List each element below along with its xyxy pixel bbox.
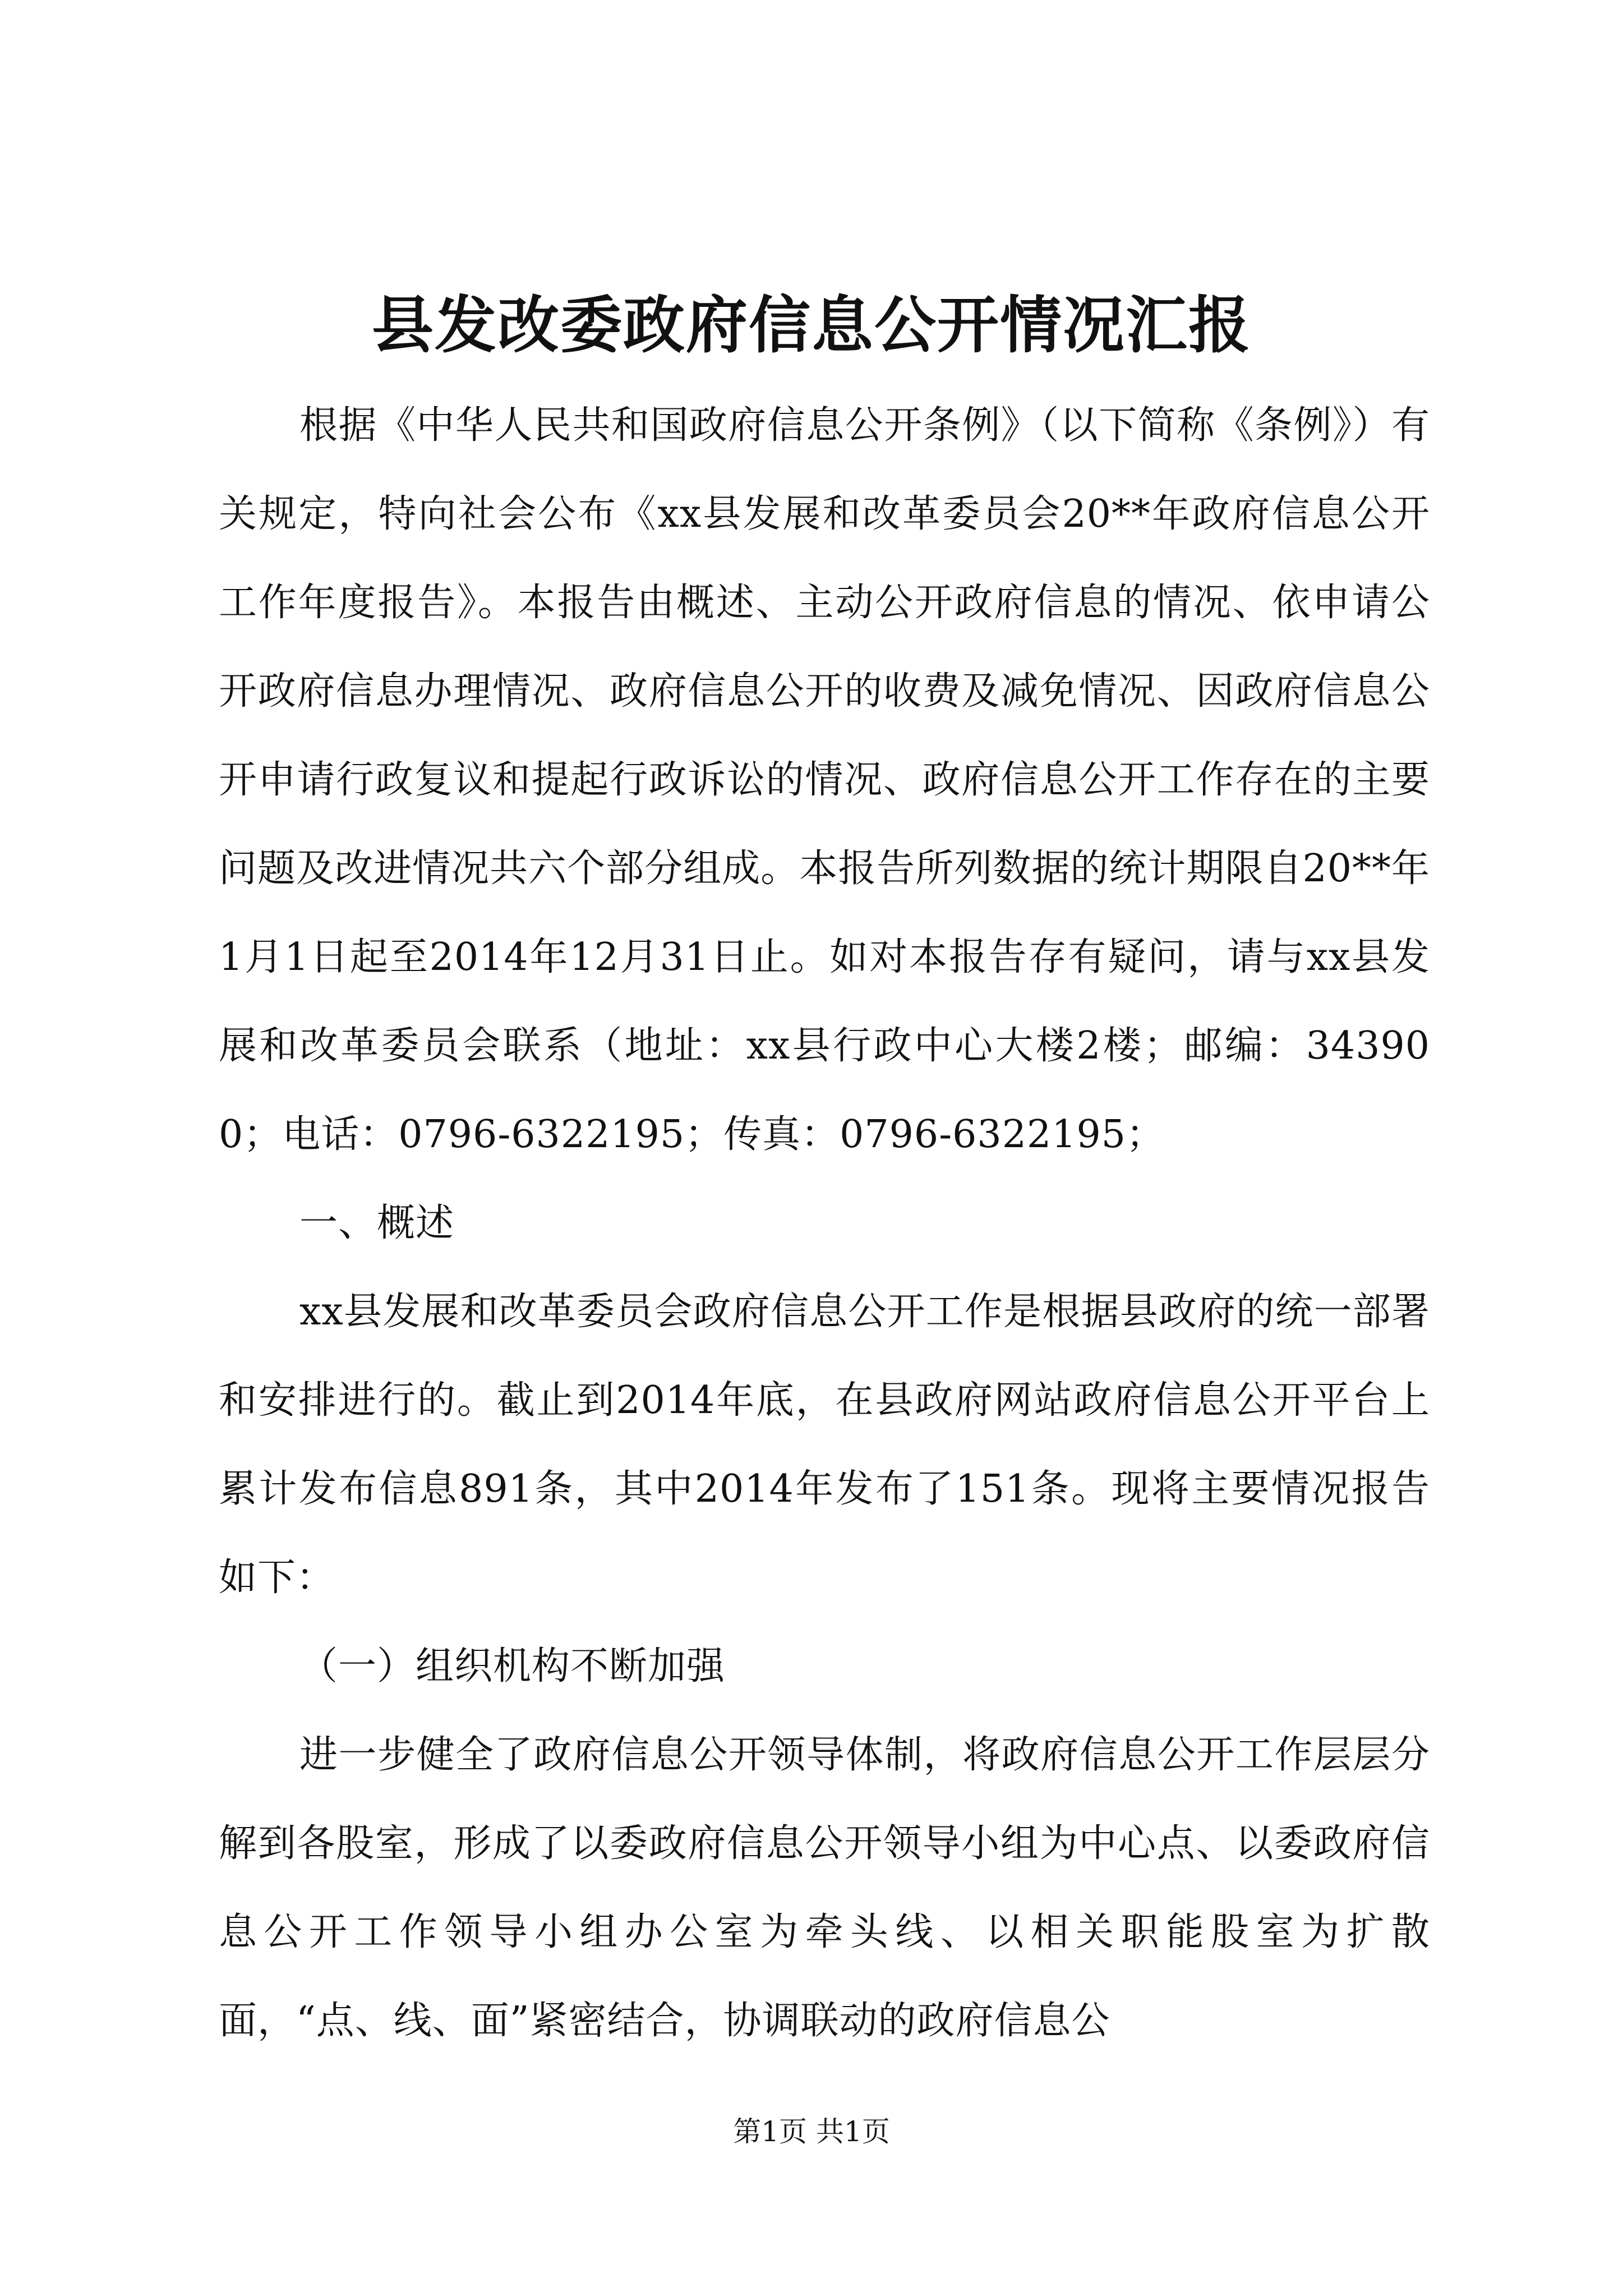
section-heading-overview: 一、概述 xyxy=(299,1201,455,1245)
paragraph-organization: 进一步健全了政府信息公开领导体制，将政府信息公开工作层层分解到各股室，形成了以委政府信息公开领导小组为中心点、以委政府信息公开工作领导小组办公室为牵头线、以相关职能股室为扩散面，“点、线、面”紧密结合，协调联动的政府信息公 xyxy=(219,1733,1430,2043)
page-footer: 第1页 共1页 xyxy=(733,2115,890,2148)
subsection-heading-organization: （一）组织机构不断加强 xyxy=(299,1644,726,1688)
paragraph-overview: xx县发展和改革委员会政府信息公开工作是根据县政府的统一部署和安排进行的。截止到2014年底，在县政府网站政府信息公开平台上累计发布信息891条，其中2014年发布了151条。现将主要情况报告如下： xyxy=(219,1290,1430,1600)
document-body xyxy=(219,381,1430,2065)
paragraph-intro: 根据《中华人民共和国政府信息公开条例》（以下简称《条例》）有关规定，特向社会公布《xx县发展和改革委员会20**年政府信息公开工作年度报告》。本报告由概述、主动公开政府信息的情况、依申请公开政府信息办理情况、政府信息公开的收费及减免情况、因政府信息公开申请行政复议和提起行政诉讼的情况、政府信息公开工作存在的主要问题及改进情况共六个部分组成。本报告所列数据的统计期限自20**年1月1日起至2014年12月31日止。如对本报告存有疑问，请与xx县发展和改革委员会联系（地址：xx县行政中心大楼2楼；邮编：343900；电话：0796-6322195；传真：0796-6322195； xyxy=(219,403,1430,1157)
document-title: 县发改委政府信息公开情况汇报 xyxy=(372,289,1251,361)
